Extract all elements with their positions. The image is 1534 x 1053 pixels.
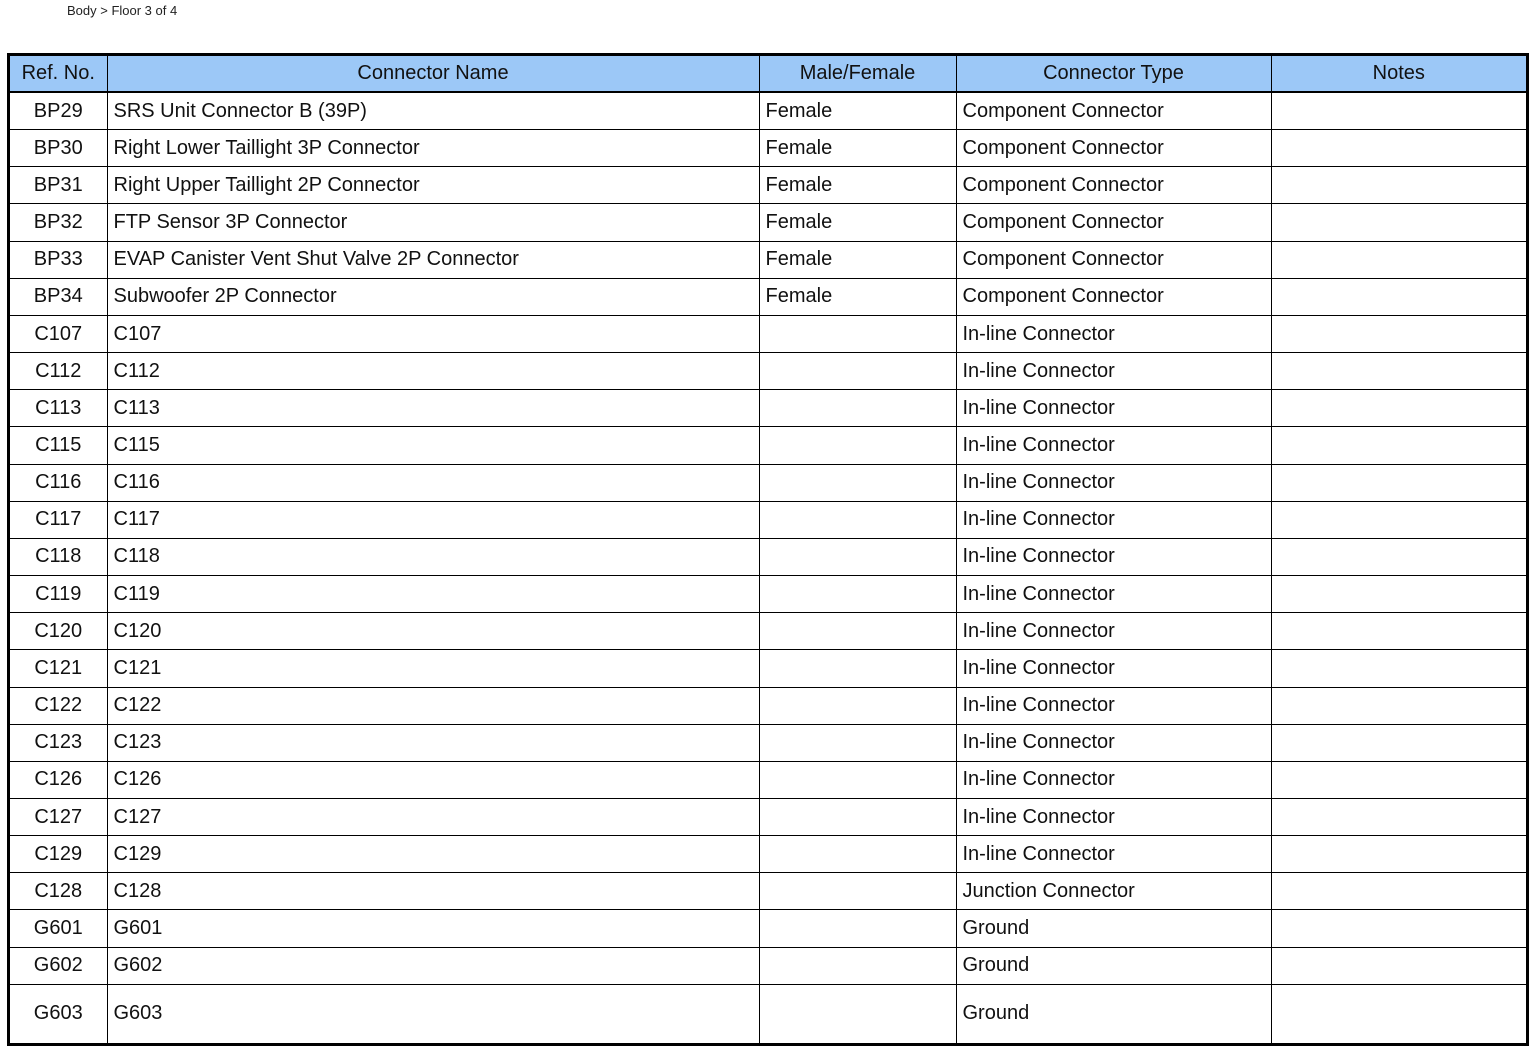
table-row <box>10 761 1526 798</box>
notes-cell <box>1271 576 1526 613</box>
connector-name-cell: C119 <box>107 576 759 613</box>
table-row <box>10 427 1526 464</box>
connector-type-cell: Component Connector <box>956 204 1271 241</box>
connector-name-cell: C122 <box>107 687 759 724</box>
table-row <box>10 687 1526 724</box>
connector-type-cell: Component Connector <box>956 241 1271 278</box>
connector-type-cell: Ground <box>956 910 1271 947</box>
male-female-cell <box>759 427 956 464</box>
notes-cell <box>1271 464 1526 501</box>
notes-cell <box>1271 687 1526 724</box>
ref-no-cell: C112 <box>10 353 107 390</box>
notes-cell <box>1271 873 1526 910</box>
column-header-connector-type: Connector Type <box>956 56 1271 92</box>
male-female-cell <box>759 538 956 575</box>
male-female-cell <box>759 761 956 798</box>
ref-no-cell: BP33 <box>10 241 107 278</box>
ref-no-cell: C127 <box>10 798 107 835</box>
connector-type-cell: In-line Connector <box>956 576 1271 613</box>
male-female-cell <box>759 798 956 835</box>
connector-name-cell: C107 <box>107 315 759 352</box>
male-female-cell <box>759 315 956 352</box>
connector-type-cell: In-line Connector <box>956 315 1271 352</box>
table-row <box>10 724 1526 761</box>
connector-type-cell: Component Connector <box>956 92 1271 130</box>
male-female-cell <box>759 464 956 501</box>
male-female-cell <box>759 353 956 390</box>
male-female-cell <box>759 576 956 613</box>
table-row <box>10 798 1526 835</box>
table-row <box>10 650 1526 687</box>
column-header-connector-name: Connector Name <box>107 56 759 92</box>
connector-name-cell: SRS Unit Connector B (39P) <box>107 92 759 130</box>
connector-name-cell: C120 <box>107 613 759 650</box>
ref-no-cell: C113 <box>10 390 107 427</box>
male-female-cell: Female <box>759 167 956 204</box>
ref-no-cell: C128 <box>10 873 107 910</box>
connector-type-cell: Component Connector <box>956 278 1271 315</box>
notes-cell <box>1271 724 1526 761</box>
male-female-cell <box>759 947 956 984</box>
connector-name-cell: C116 <box>107 464 759 501</box>
ref-no-cell: BP34 <box>10 278 107 315</box>
notes-cell <box>1271 613 1526 650</box>
male-female-cell <box>759 873 956 910</box>
notes-cell <box>1271 427 1526 464</box>
notes-cell <box>1271 798 1526 835</box>
table-row <box>10 576 1526 613</box>
connector-name-cell: C128 <box>107 873 759 910</box>
connector-name-cell: Subwoofer 2P Connector <box>107 278 759 315</box>
connector-type-cell: In-line Connector <box>956 761 1271 798</box>
male-female-cell <box>759 650 956 687</box>
connector-type-cell: In-line Connector <box>956 427 1271 464</box>
male-female-cell: Female <box>759 278 956 315</box>
male-female-cell <box>759 910 956 947</box>
table-row <box>10 873 1526 910</box>
notes-cell <box>1271 910 1526 947</box>
male-female-cell: Female <box>759 130 956 167</box>
table-row <box>10 984 1526 1043</box>
ref-no-cell: C116 <box>10 464 107 501</box>
male-female-cell <box>759 613 956 650</box>
connector-type-cell: In-line Connector <box>956 464 1271 501</box>
table-row <box>10 390 1526 427</box>
ref-no-cell: G603 <box>10 984 107 1043</box>
connector-name-cell: C115 <box>107 427 759 464</box>
male-female-cell <box>759 501 956 538</box>
table-row <box>10 464 1526 501</box>
ref-no-cell: C107 <box>10 315 107 352</box>
connector-name-cell: C121 <box>107 650 759 687</box>
connector-name-cell: C127 <box>107 798 759 835</box>
connector-name-cell: C112 <box>107 353 759 390</box>
ref-no-cell: C126 <box>10 761 107 798</box>
notes-cell <box>1271 650 1526 687</box>
notes-cell <box>1271 278 1526 315</box>
ref-no-cell: C121 <box>10 650 107 687</box>
connector-name-cell: G601 <box>107 910 759 947</box>
table-row <box>10 130 1526 167</box>
ref-no-cell: G601 <box>10 910 107 947</box>
connector-type-cell: In-line Connector <box>956 798 1271 835</box>
notes-cell <box>1271 984 1526 1043</box>
ref-no-cell: C118 <box>10 538 107 575</box>
notes-cell <box>1271 92 1526 130</box>
ref-no-cell: C122 <box>10 687 107 724</box>
connector-type-cell: In-line Connector <box>956 836 1271 873</box>
connector-name-cell: C113 <box>107 390 759 427</box>
connector-type-cell: In-line Connector <box>956 724 1271 761</box>
connector-type-cell: Junction Connector <box>956 873 1271 910</box>
column-header-male-female: Male/Female <box>759 56 956 92</box>
connector-table-container <box>7 53 1529 1046</box>
connector-name-cell: C126 <box>107 761 759 798</box>
male-female-cell <box>759 724 956 761</box>
table-row <box>10 167 1526 204</box>
connector-name-cell: G602 <box>107 947 759 984</box>
connector-name-cell: C117 <box>107 501 759 538</box>
ref-no-cell: C117 <box>10 501 107 538</box>
table-body <box>10 92 1526 1043</box>
ref-no-cell: C119 <box>10 576 107 613</box>
table-row <box>10 836 1526 873</box>
connector-name-cell: Right Upper Taillight 2P Connector <box>107 167 759 204</box>
ref-no-cell: BP29 <box>10 92 107 130</box>
table-row <box>10 538 1526 575</box>
column-header-notes: Notes <box>1271 56 1526 92</box>
table-row <box>10 613 1526 650</box>
connector-name-cell: FTP Sensor 3P Connector <box>107 204 759 241</box>
ref-no-cell: C123 <box>10 724 107 761</box>
connector-type-cell: In-line Connector <box>956 613 1271 650</box>
notes-cell <box>1271 130 1526 167</box>
connector-type-cell: In-line Connector <box>956 687 1271 724</box>
connector-table <box>10 56 1526 1043</box>
male-female-cell <box>759 984 956 1043</box>
table-row <box>10 501 1526 538</box>
connector-name-cell: Right Lower Taillight 3P Connector <box>107 130 759 167</box>
connector-type-cell: In-line Connector <box>956 650 1271 687</box>
table-header-row <box>10 56 1526 92</box>
male-female-cell <box>759 836 956 873</box>
notes-cell <box>1271 315 1526 352</box>
ref-no-cell: C115 <box>10 427 107 464</box>
notes-cell <box>1271 761 1526 798</box>
notes-cell <box>1271 836 1526 873</box>
table-row <box>10 241 1526 278</box>
notes-cell <box>1271 167 1526 204</box>
connector-type-cell: In-line Connector <box>956 501 1271 538</box>
connector-type-cell: In-line Connector <box>956 390 1271 427</box>
connector-name-cell: C129 <box>107 836 759 873</box>
ref-no-cell: BP30 <box>10 130 107 167</box>
ref-no-cell: BP31 <box>10 167 107 204</box>
male-female-cell <box>759 687 956 724</box>
notes-cell <box>1271 204 1526 241</box>
connector-type-cell: In-line Connector <box>956 353 1271 390</box>
connector-name-cell: G603 <box>107 984 759 1043</box>
connector-type-cell: Ground <box>956 947 1271 984</box>
connector-type-cell: Component Connector <box>956 167 1271 204</box>
connector-name-cell: C123 <box>107 724 759 761</box>
notes-cell <box>1271 241 1526 278</box>
male-female-cell: Female <box>759 241 956 278</box>
notes-cell <box>1271 538 1526 575</box>
table-row <box>10 278 1526 315</box>
breadcrumb: Body > Floor 3 of 4 <box>67 3 178 18</box>
notes-cell <box>1271 353 1526 390</box>
notes-cell <box>1271 501 1526 538</box>
connector-name-cell: C118 <box>107 538 759 575</box>
table-row <box>10 92 1526 130</box>
table-row <box>10 204 1526 241</box>
ref-no-cell: C129 <box>10 836 107 873</box>
table-row <box>10 910 1526 947</box>
connector-type-cell: Component Connector <box>956 130 1271 167</box>
table-row <box>10 947 1526 984</box>
ref-no-cell: BP32 <box>10 204 107 241</box>
notes-cell <box>1271 947 1526 984</box>
connector-type-cell: In-line Connector <box>956 538 1271 575</box>
connector-type-cell: Ground <box>956 984 1271 1043</box>
ref-no-cell: G602 <box>10 947 107 984</box>
column-header-ref-no: Ref. No. <box>10 56 107 92</box>
male-female-cell: Female <box>759 204 956 241</box>
male-female-cell: Female <box>759 92 956 130</box>
ref-no-cell: C120 <box>10 613 107 650</box>
table-row <box>10 315 1526 352</box>
male-female-cell <box>759 390 956 427</box>
table-row <box>10 353 1526 390</box>
connector-name-cell: EVAP Canister Vent Shut Valve 2P Connector <box>107 241 759 278</box>
notes-cell <box>1271 390 1526 427</box>
